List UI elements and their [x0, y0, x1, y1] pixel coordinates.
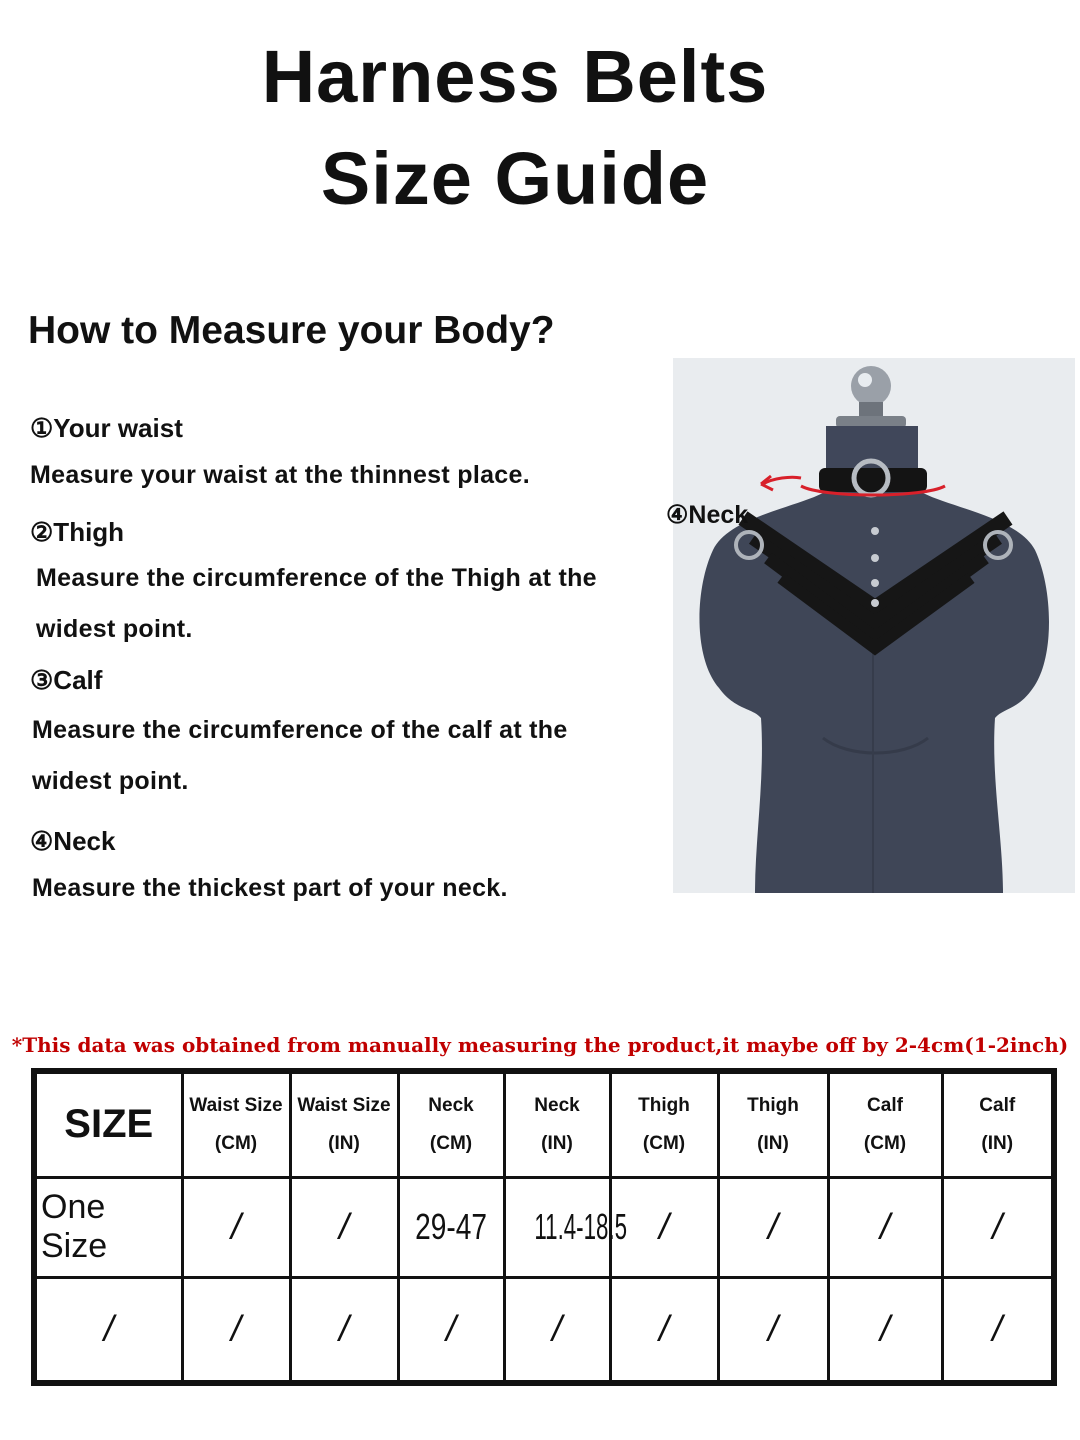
table-cell	[398, 1177, 504, 1277]
header-label: Calf	[979, 1094, 1016, 1116]
header-label: Calf	[867, 1094, 903, 1116]
table-cell: /	[828, 1177, 942, 1277]
size-column-header: SIZE	[34, 1071, 182, 1177]
header-neck-in	[504, 1071, 610, 1177]
header-label: Waist Size	[189, 1094, 283, 1116]
header-unit: (CM)	[863, 1132, 907, 1154]
header-thigh-in	[718, 1071, 828, 1177]
table-cell: /	[718, 1177, 828, 1277]
table-cell	[504, 1177, 627, 1277]
step-thigh-heading: ②Thigh	[30, 517, 125, 547]
header-label: Waist Size	[297, 1094, 391, 1116]
table-cell: /	[942, 1177, 1054, 1277]
step-neck-heading: ④Neck	[30, 826, 116, 856]
step-neck-desc: Measure the thickest part of your neck.	[32, 874, 508, 902]
header-unit: (CM)	[214, 1132, 258, 1154]
table-cell: /	[610, 1177, 718, 1277]
table-cell: /	[182, 1177, 290, 1277]
header-thigh-cm	[610, 1071, 718, 1177]
step-calf-desc-1: Measure the circumference of the calf at the	[32, 716, 568, 744]
header-label: Thigh	[747, 1094, 799, 1116]
step-thigh-desc-2: widest point.	[36, 615, 193, 643]
neck-cm-value: 29-47	[415, 1206, 487, 1247]
table-cell: /	[290, 1277, 398, 1383]
how-to-heading: How to Measure your Body?	[28, 309, 555, 352]
table-cell: /	[718, 1277, 828, 1383]
table-cell: /	[290, 1177, 398, 1277]
step-waist-heading: ①Your waist	[30, 413, 183, 443]
step-calf-heading: ③Calf	[30, 665, 103, 695]
table-cell: /	[504, 1277, 610, 1383]
header-waist-cm	[182, 1071, 290, 1177]
header-label: Neck	[428, 1094, 474, 1116]
header-unit: (IN)	[981, 1132, 1014, 1154]
table-row	[34, 1177, 1054, 1277]
table-cell: /	[942, 1277, 1054, 1383]
table-cell: /	[182, 1277, 290, 1383]
title-line-2: Size Guide	[320, 137, 710, 220]
table-cell: /	[828, 1277, 942, 1383]
header-label: Thigh	[638, 1094, 690, 1116]
measurement-disclaimer: *This data was obtained from manually measuring the product,it maybe off by 2-4cm(1-2inch)	[11, 1033, 1069, 1057]
header-unit: (CM)	[642, 1132, 686, 1154]
row-size-label: /	[34, 1277, 182, 1383]
header-waist-in	[290, 1071, 398, 1177]
step-waist-desc: Measure your waist at the thinnest place.	[30, 461, 530, 489]
table-cell: /	[398, 1277, 504, 1383]
header-unit: (IN)	[757, 1132, 789, 1154]
header-calf-in	[942, 1071, 1054, 1177]
title-line-1: Harness Belts	[261, 35, 769, 118]
size-table	[31, 1068, 1057, 1386]
header-unit: (CM)	[429, 1132, 473, 1154]
neck-in-value: 11.4-18.5	[533, 1206, 627, 1247]
table-row	[34, 1277, 1054, 1383]
header-label: Neck	[534, 1094, 580, 1116]
photo-neck-label: ④Neck	[666, 501, 749, 529]
mannequin-harness-photo	[673, 358, 1075, 893]
table-header-row	[34, 1071, 1054, 1177]
step-thigh-desc-1: Measure the circumference of the Thigh at the	[36, 564, 597, 592]
step-calf-desc-2: widest point.	[32, 767, 189, 795]
header-unit: (IN)	[541, 1132, 573, 1154]
table-cell: /	[610, 1277, 718, 1383]
row-size-label: One Size	[34, 1177, 182, 1277]
header-neck-cm	[398, 1071, 504, 1177]
header-unit: (IN)	[328, 1132, 360, 1154]
header-calf-cm	[828, 1071, 942, 1177]
